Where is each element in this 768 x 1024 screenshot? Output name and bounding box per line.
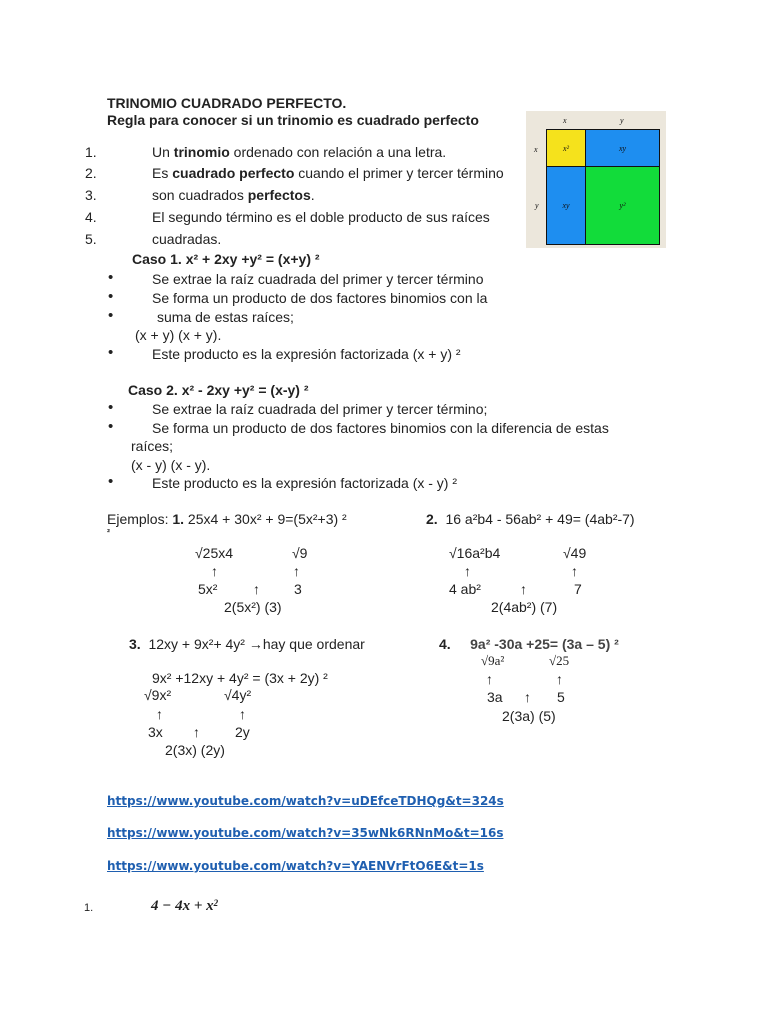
arrow-up-icon: ↑: [556, 671, 563, 687]
rule-number: 2.: [85, 165, 97, 181]
ex2-root-first: √16a²b4: [449, 545, 501, 561]
caso1-title: Caso 1. x² + 2xy +y² = (x+y) ²: [132, 251, 320, 267]
ex1-root-last: √9: [292, 545, 308, 561]
arrow-up-icon: ↑: [524, 689, 531, 705]
page-subtitle: Regla para conocer si un trinomio es cuadrado perfecto: [107, 112, 479, 128]
ex3-result-first: 3x: [148, 724, 163, 740]
ex3-root-first: √9x²: [144, 687, 172, 703]
caso2-bullet: Se forma un producto de dos factores binomios con la diferencia de estas: [152, 420, 609, 436]
arrow-up-icon: ↑: [464, 563, 471, 579]
page-title: TRINOMIO CUADRADO PERFECTO.: [107, 95, 347, 111]
youtube-link-3[interactable]: https://www.youtube.com/watch?v=YAENVrFtO6E&t=1s: [107, 859, 484, 873]
rule-text: cuadradas.: [152, 231, 222, 247]
overflow-exponent: ²: [107, 527, 110, 537]
caso1-bullet: suma de estas raíces;: [157, 309, 294, 325]
bullet-icon: •: [108, 473, 114, 490]
rule-text: son cuadrados perfectos.: [152, 187, 315, 203]
caso2-bullet: Este producto es la expresión factorizada (x - y) ²: [152, 475, 458, 491]
youtube-link-1[interactable]: https://www.youtube.com/watch?v=uDEfceTDHQg&t=324s: [107, 794, 504, 808]
ex1-double-product: 2(5x²) (3): [224, 599, 282, 615]
cell-x-squared: x²: [546, 129, 586, 167]
caso2-continuation: raíces;: [131, 438, 174, 454]
bullet-icon: •: [108, 307, 114, 324]
ex2-result-last: 7: [574, 581, 582, 597]
arrow-up-icon: ↑: [253, 581, 260, 597]
arrow-up-icon: ↑: [293, 563, 300, 579]
diagram-side-label-x: x: [534, 145, 538, 154]
ex2-double-product: 2(4ab²) (7): [491, 599, 558, 615]
ex4-result-last: 5: [557, 689, 565, 705]
ex1-root-first: √25x4: [195, 545, 234, 561]
caso1-bullet: Este producto es la expresión factorizada (x + y) ²: [152, 346, 461, 362]
rule-number: 3.: [85, 187, 97, 203]
exercise-number: 1.: [84, 902, 94, 914]
cell-y-squared: y²: [585, 166, 660, 245]
exercise-expression: $4 - 4x + x^2$: [151, 898, 219, 914]
cell-xy-left: xy: [546, 166, 586, 245]
arrow-up-icon: ↑: [520, 581, 527, 597]
diagram-side-label-y: y: [535, 201, 539, 210]
arrow-up-icon: ↑: [156, 706, 163, 722]
example-3: 3. 12xy + 9x²+ 4y² →hay que ordenar: [129, 636, 365, 652]
bullet-icon: •: [108, 418, 114, 435]
ex2-result-first: 4 ab²: [449, 581, 481, 597]
rule-text: El segundo término es el doble producto de sus raíces: [152, 209, 490, 225]
ex3-result-last: 2y: [235, 724, 250, 740]
ex1-result-first: 5x²: [198, 581, 218, 597]
bullet-icon: •: [108, 269, 114, 286]
rule-text: Un trinomio ordenado con relación a una letra.: [152, 144, 447, 160]
square-diagram: [526, 111, 666, 248]
arrow-up-icon: ↑: [571, 563, 578, 579]
caso1-bullet: Se extrae la raíz cuadrada del primer y tercer término: [152, 271, 484, 287]
ex4-root-first: √9a²: [481, 653, 505, 668]
example-2: 2. 16 a²b4 - 56ab² + 49= (4ab²-7): [426, 511, 635, 527]
caso2-title: Caso 2. x² - 2xy +y² = (x-y) ²: [128, 382, 309, 398]
rule-text: Es cuadrado perfecto cuando el primer y tercer término: [152, 165, 504, 181]
ex4-double-product: 2(3a) (5): [502, 708, 556, 724]
bullet-icon: •: [108, 399, 114, 416]
caso1-bullet: Se forma un producto de dos factores binomios con la: [152, 290, 488, 306]
ex2-root-last: √49: [563, 545, 587, 561]
arrow-up-icon: ↑: [193, 724, 200, 740]
example-1: Ejemplos: 1. 25x4 + 30x² + 9=(5x²+3) ²: [107, 511, 347, 527]
caso2-bullet: Se extrae la raíz cuadrada del primer y tercer término;: [152, 401, 488, 417]
examples-label: Ejemplos:: [107, 511, 173, 527]
rule-number: 5.: [85, 231, 97, 247]
arrow-up-icon: ↑: [239, 706, 246, 722]
bullet-icon: •: [108, 288, 114, 305]
ex1-result-last: 3: [294, 581, 302, 597]
ex4-root-last: √25: [549, 653, 570, 668]
ex4-result-first: 3a: [487, 689, 503, 705]
rule-number: 1.: [85, 144, 97, 160]
ex3-ordered: 9x² +12xy + 4y² = (3x + 2y) ²: [152, 670, 328, 686]
ex3-double-product: 2(3x) (2y): [165, 742, 225, 758]
youtube-link-2[interactable]: https://www.youtube.com/watch?v=35wNk6RNnMo&t=16s: [107, 826, 504, 840]
rule-number: 4.: [85, 209, 97, 225]
ex3-root-last: √4y²: [224, 687, 252, 703]
example-4: 4. 9a² -30a +25= (3a – 5) ²: [439, 636, 619, 652]
diagram-top-label-y: y: [620, 116, 624, 125]
bullet-icon: •: [108, 344, 114, 361]
diagram-top-label-x: x: [563, 116, 567, 125]
caso1-product: (x + y) (x + y).: [135, 327, 222, 343]
arrow-up-icon: ↑: [211, 563, 218, 579]
cell-xy-top: xy: [585, 129, 660, 167]
caso2-product: (x - y) (x - y).: [131, 457, 211, 473]
arrow-up-icon: ↑: [486, 671, 493, 687]
